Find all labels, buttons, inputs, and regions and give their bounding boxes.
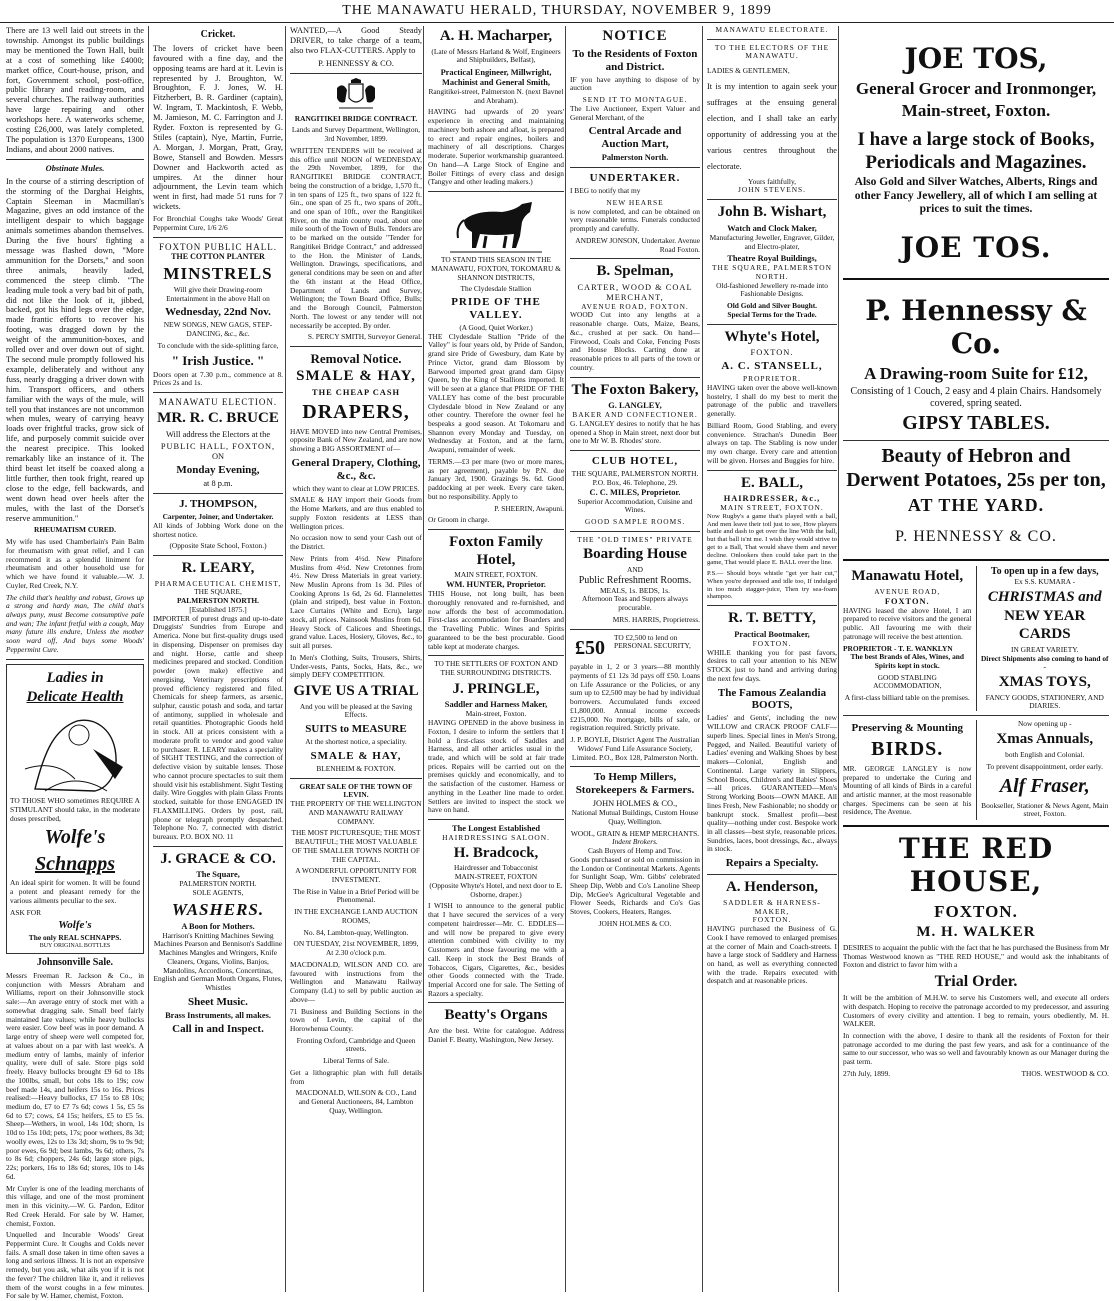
give-trial: GIVE US A TRIAL — [293, 683, 419, 700]
direct-shipments: Direct Shipments also coming to hand of - — [980, 653, 1109, 672]
preserving: Preserving & Mounting — [851, 722, 964, 735]
teas: Afternoon Teas and Suppers always procurable. — [581, 594, 689, 613]
special-terms: Special Terms for the Trade. — [727, 309, 817, 319]
ball-poem: Now Rugby's a game that's played with a ball, And men leave their toil just to see, How players battle and dash to get over the line With the ball, but that ball is'nt me. I wish they would strive to get to a Ball, That would shave them and never decline. Onlookers then could take part in the game, That would place E. BALL over the line. — [707, 512, 837, 567]
old-times: THE "OLD TIMES" PRIVATE — [577, 534, 693, 544]
newspaper-page — [6, 25, 1109, 1301]
fifty-pounds: £50 — [575, 636, 605, 659]
whytes-hotel: Whyte's Hotel, — [724, 328, 820, 345]
bridge-text: WRITTEN TENDERS will be received at this office until NOON of WEDNESDAY, the 29th November, 1899, for the RANGITIKEI BRIDGE CONTRACT, being the construction of a bridge, 1,570 ft., in ten spans of 125 ft., two spans of 122 ft. 6in., one span of 25 ft., two spans of 20ft., and one span of 10ft., over the Rangitikei River, on the main county road, about one mile south of the Town of Bulls. Tenders are to be marked on the outside "Tender for Rangitikei Bridge Contract," and addressed to the Hon. the Minister of Lands, Wellington. Drawings, specifications, and general conditions may be seen on and after the 6th instant at the Head Office, Department of Lands and Survey, Wellington; the Town Board Office, Bulls; and the Borough Council, Palmerston North. The lowest or any tender will not necessarily be accepted. By order. — [290, 145, 422, 330]
leary-palm: PALMERSTON NORTH. — [176, 596, 259, 606]
doors-text: Doors open at 7.30 p.m., commence at 8. Prices 2s and 1s. — [153, 369, 283, 388]
christmas: CHRISTMAS and — [987, 588, 1102, 605]
leary-estab: [Established 1875.] — [189, 604, 247, 614]
live-auctioneer: The Live Auctioneer, Expert Valuer and General Merchant, of the — [570, 103, 700, 122]
and: AND — [626, 565, 643, 575]
zealandia-text: Ladies' and Gents', including the new WILLOW and CRACK PROOF CALF—superb lines. Special lines in Men's Strong, Pegged, and Nailed. Beautiful variety of Ladies' evening and Walking Shoes by best makers—Colonial, English and Continental. Large variety in Slippers, School Boots, Children's and Babies' Shoes—all prices. GUARANTEED—Men's Strong Working Boots—OWN MAKE. All lines Fresh, New Fashionable; no shoddy or bankrupt stock. Smallest profit—best quality—nothing under cost. Bespoke work in all classes—best style, reasonable prices. Sundries, laces, boot dressings, &c., always in stock. — [707, 713, 837, 854]
wanted-name: P. HENNESSY & CO. — [318, 58, 394, 68]
wolfe-text: TO THOSE WHO sometimes REQUIRE A STIMULANT should take, in the moderate doses prescribed, — [10, 796, 140, 823]
masthead: THE MANAWATU HERALD, THURSDAY, NOVEMBER 9, 1899 — [0, 0, 1114, 23]
bronchis-text: For Bronchial Coughs take Woods' Great Peppermint Cure, 1/6 2/6 — [153, 214, 283, 232]
levin-sale: GREAT SALE OF THE TOWN OF LEVIN. — [299, 781, 413, 800]
leary-square: THE SQUARE, — [194, 587, 242, 597]
foxton-family-hotel: Foxton Family Hotel, — [449, 534, 543, 568]
main-street-foxton: Main-street, Foxton. — [901, 101, 1051, 121]
xmas-annuals: Xmas Annuals, — [996, 730, 1094, 747]
beatty-organs: Beatty's Organs — [444, 1007, 548, 1024]
ball-ps: P.S.— Should boys whistle "get yer hair cut," When you're depressed and idle too, If indulged in too much stagger-juice, Then try sea-foam shampoo. — [707, 570, 837, 601]
annuals-ad — [981, 720, 1110, 820]
send-montague: SEND IT TO MONTAGUE. — [582, 95, 688, 105]
beg-notify: I BEG to notify that my — [570, 186, 641, 196]
sheet-music: Sheet Music. — [188, 995, 248, 1008]
blenheim: BLENHEIM & FOXTON. — [316, 763, 396, 773]
grace-sole: SOLE AGENTS, — [192, 888, 244, 898]
sheerin: P. SHEERIN, Awapuni. — [494, 503, 564, 513]
xmas-cards-ad — [981, 566, 1110, 711]
songs: NEW SONGS, NEW GAGS, STEP-DANCING, &c., &c. — [163, 320, 273, 338]
bradcock-street: MAIN-STREET, FOXTON — [454, 872, 538, 882]
sale-heading: Johnsonville Sale. — [36, 957, 114, 969]
old-gold: Old Gold and Silver Bought. — [726, 301, 817, 311]
column-5 — [565, 26, 704, 1292]
dispose: IF you have anything to dispose of by auction — [570, 74, 700, 93]
conclude: To conclude with the side-splitting farce, — [157, 340, 279, 350]
mules-heading: Obstinate Mules. — [45, 163, 105, 173]
english-colonial: both English and Colonial. — [1005, 749, 1085, 759]
wool-grain: WOOL, GRAIN & HEMP MERCHANTS. — [570, 828, 700, 838]
pringle-text: HAVING OPENED in the above business in Foxton, I desire to inform the settlers that I hold a first-class stock of Saddles and Harness, and all other articles usual in the trade, and which will be sold at fair trade prices. Repairs will be carried out on the premises quickly and economically, and to the satisfaction of the customer. Harness or anything in the Leather line made to order. Settlers are invited to inspect the stock we have on hand. — [428, 718, 564, 815]
thompson-sub: Carpenter, Joiner, and Undertaker. — [162, 512, 274, 522]
stansell: A. C. STANSELL, — [721, 360, 823, 373]
ladies-gents: LADIES & GENTLEMEN, — [707, 66, 790, 76]
smale-hay-2: SMALE & HAY, — [310, 749, 402, 762]
washers: WASHERS. — [171, 899, 265, 919]
wanted-text: WANTED,—A Good Steady DRIVER, to take charge of a team, also two FLAX-CUTTERS. Apply to — [290, 26, 422, 55]
bridge-heading: RANGITIKEI BRIDGE CONTRACT. — [294, 113, 418, 123]
tobacconist: Hairdresser and Tobacconist — [454, 863, 538, 873]
hairdresser: HAIRDRESSER, &c., — [723, 494, 821, 504]
national: National Mutual Buildings, Custom House Quay, Wellington. — [571, 808, 699, 826]
wednesday-date: Wednesday, 22nd Nov. — [165, 306, 271, 319]
alf-fraser: Alf Fraser, — [999, 775, 1090, 798]
sale-text: Messrs Freeman R. Jackson & Co., in conjunction with Messrs Abraham and Williams, report on their Johnsonville stock sale:—An average entry of stock met with a somewhat dragging sale. Small beef fairly maintained late values; while heavy bullocks were easier. Cow beef was in poor demand. A large entry of sheep were well competed for, at values about on a par with last week's. A medium entry of lambs, mainly of inferior quality, were dull of sale. Store pigs sold freely. Heavy bullocks brought £9 6d to 18s the 100lbs, small, but cobs 18s to 19s; cow beef made 14s, and heifers 15s to 16s. Prices realised:—Heavy bullocks, £7 15s to £8 10s; medium do, £7 to £7 7s 6d; cows 1 5s, £5 5s 6d to £7; cows, £4 15s; heifers, £5 to £5 5s. Sheep—Wethers, in wool, 14s 10d; shorn, 1s 10d to 15s 10d; pets, 17s; poor wethers, 8s 3d; woolly ewes, 12s to 13s 3d; shorn, 9s to 9s 9d; poor ewes, 6s 9d; best lambs, 9s 6d; others, 7s to 8s 6d; choppers, 24s 6d; large store pigs, 22s; porkers, 16s to 18s 6d; stores, 10s to 14s 6d. — [6, 970, 144, 1181]
lady-illustration — [15, 709, 135, 795]
brass: Brass Instruments, all makes. — [165, 1010, 271, 1020]
watch-maker: Watch and Clock Maker, — [727, 223, 817, 233]
yours: Yours faithfully, — [747, 176, 797, 186]
stand-text: TO STAND THIS SEASON IN THE MANAWATU, FOXTON, TOKOMARU & SHANNON DISTRICTS, — [431, 255, 561, 282]
rh-text-3: In connection with the above, I desire to thank all the residents of Foxton for their patronage accorded to me during the past few years, and ask for a continuance of the same to our successor, who was so well and favourably known as our Manager during the past term. — [843, 1030, 1109, 1067]
rheum-heading: RHEUMATISM CURED. — [34, 525, 116, 535]
po-46: P.O. Box, 46. Telephone, 29. — [592, 477, 678, 487]
palmerston: Palmerston North. — [601, 153, 669, 163]
hearse-text: is now completed, and can be obtained on very reasonable terms. Funerals conducted promptly and carefully. — [570, 206, 700, 234]
pride-valley: PRIDE OF THE VALLEY. — [451, 295, 541, 321]
westwood: THOS. WESTWOOD & CO. — [1021, 1068, 1109, 1078]
irish-justice: " Irish Justice. " — [171, 353, 265, 369]
henderson-foxton: FOXTON. — [752, 915, 792, 925]
birds-ad — [843, 720, 977, 820]
rise: The Rise in Value in a Brief Period will be Phenomenal. — [293, 886, 419, 905]
wolfe-ideal: An ideal spirit for women. It will be found a potent and pleasant remedy for the various ailments peculiar to the sex. — [10, 878, 140, 905]
central-arcade: Central Arcade and Auction Mart, — [588, 125, 682, 151]
wood-text: WOOD Cut into any lengths at a reasonable charge. Oats, Maize, Beans, &c., crushed at per sack. On hand—Firewood, Coals and Coke, Fencing Posts and House Blocks. Carting done at reasonable prices to all parts of the town or country. — [570, 310, 700, 372]
indent: Indent Brokers. — [612, 837, 658, 847]
clear-text: which they want to clear at LOW PRICES. — [292, 483, 420, 493]
hall-heading: FOXTON PUBLIC HALL. — [158, 241, 278, 252]
at-the-yard: AT THE YARD. — [907, 495, 1045, 516]
carter: CARTER, WOOD & COAL MERCHANT, — [577, 282, 693, 302]
superior: Superior Accommodation, Cuisine and Wines. — [577, 496, 693, 515]
leary-name: R. LEARY, — [181, 560, 255, 576]
betty-foxton: FOXTON. — [752, 638, 792, 648]
rh-date: 27th July, 1899. — [843, 1068, 891, 1078]
club-addr: THE SQUARE, PALMERSTON NORTH. — [571, 469, 699, 479]
boarding-house: Boarding House — [583, 546, 687, 563]
bruce-address: Will address the Electors at the — [165, 429, 271, 439]
whytes-foxton: FOXTON. — [750, 348, 794, 358]
harness-maker: SADDLER & HARNESS-MAKER, — [723, 897, 821, 916]
grocer: General Grocer and Ironmonger, — [855, 79, 1097, 99]
bootmaker: Practical Bootmaker, — [734, 629, 810, 639]
terms-text: TERMS.—£3 per mare (two or more mares, as per agreement), payable by P.N. due January 3rd, 1900. Grazings 9s. 6d. Good paddocking at per week. Every care taken, but no responsibility. Apply to — [428, 456, 564, 501]
club-hotel: CLUB HOTEL, — [591, 455, 679, 468]
litho: Get a lithographic plan with full details from — [290, 1067, 422, 1086]
pride-text: THE Clydesdale Stallion "Pride of the Valley" is four years old, by Pride of Sandon, grand sire Pride of Gwesbury, dam Kate by Prince Victor, grand dam Blossom by Barwood imported great grand dam Gipsy Queen, by the King of Stallions imported. It will be seen at a glance that PRIDE OF THE VALLEY has come of the best procurable Clydesdale blood in New Zealand or any other country. Therefore the owner feel he bespeaks a good season. At Tokomaru and Shannon every Monday and Tuesday, on Wednesday at Foxton, and at the farm, Awapuni, remainder of week. — [428, 331, 564, 455]
shortest: At the shortest notice, a speciality. — [305, 737, 407, 747]
fancy-goods: FANCY GOODS, STATIONERY, AND DIARIES. — [985, 692, 1104, 711]
macharper-name: A. H. Macharper, — [439, 28, 553, 44]
books-periodicals: I have a large stock of Books, Periodicals and Magazines. — [857, 129, 1095, 173]
loan-text: payable in 1, 2 or 3 years—88 monthly payments of £1 12s 3d pays off £50. Loans on Life Assurance or the Policies, or any sum up to £2,500 may be had by individual borrowers. Accumulated funds exceed £1,800,000. Annual income exceeds £215,000. No mortgage, bills of sale, or registration required. Strictly private. — [570, 662, 700, 733]
consisting: Consisting of 1 Couch, 2 easy and 4 plain Chairs. Handsomely covered, spring seated. — [850, 385, 1102, 409]
cheap-cash: THE CHEAP CASH — [312, 388, 400, 397]
wanklyn: PROPRIETOR - T. E. WANKLYN — [843, 643, 953, 653]
new-year-cards: NEW YEAR CARDS — [1004, 608, 1086, 643]
hemp-millers: To Hemp Millers, Storekeepers & Farmers. — [575, 771, 695, 797]
mh-billiard: A first-class billiard table on the premises. — [844, 693, 970, 703]
monday-evening: Monday Evening, — [176, 464, 260, 477]
wolfe-name-2: Schnapps — [34, 852, 116, 875]
wolfe-small: Wolfe's — [58, 919, 92, 932]
manawatu-hotel-ad — [843, 566, 977, 711]
henderson-text: HAVING purchased the Business of G. Cook I have removed to enlarged premises at the corner of Main and Coach-streets. I have a large stock of Saddlery and Harness on hand, as well as everything connected with the trade. Repairs executed with despatch and at reasonable prices. — [707, 924, 837, 986]
boyle: J. P. BOYLE, District Agent The Australian Widows' Fund Life Assurance Society, Limited. P.O., Box 128, Palmerston North. — [570, 735, 700, 762]
ales: The best Brands of Ales, Wines, and Spirits kept in stock. — [850, 652, 964, 670]
moved-text: HAVE MOVED into new Central Premises, opposite Bank of New Zealand, and are now showing a BIG ASSORTMENT of— — [290, 426, 422, 453]
column-1 — [6, 26, 147, 1301]
meals: MEALS, 1s. BEDS, 1s. — [599, 585, 671, 595]
red-house: THE RED HOUSE, — [898, 832, 1054, 899]
prices-text: New Prints from 4½d. New Pinafore Muslins from 4½d. New Cretonnes from 4½. New Dress Materials in great variety. New Muslin Aprons from 1s 3d. Piles of Cooking Aprons 1s 6d, 2s 6d. Flannelettes (plain and striped), best value in Foxton. Lace Curtains (White and Ecru), large stock, all prices. Nainsook Muslins from 6d. Heavy Stock of Calicoes and Sheetings, grand value. Laces, Hosiery, Gloves, &c., to suit all purses. — [290, 553, 422, 651]
ask-for: ASK FOR — [10, 907, 42, 917]
lambton: No. 84, Lambton-quay, Wellington. — [303, 927, 409, 937]
poem-text: The child that's healthy and robust, Grows up a strong and hardy man, The child that's always puny, must Become consumptive pale and wan; The infant fretful with a cough, May many future ills endure, Unless the mother soon ward off, And buys some Woods' Peppermint Cure. — [6, 592, 144, 654]
wishart: John B. Wishart, — [717, 204, 827, 221]
leary-sub: PHARMACEUTICAL CHEMIST, — [154, 578, 282, 588]
henderson: A. Henderson, — [725, 879, 819, 896]
intro-text: There are 13 well laid out streets in the township. Amongst its public buildings may be mentioned the Town Hall, built at a cost of something like £4000; market office, Court-house, prison, and fort, Government school, post-office, public library and reading-room, and several churches. The railway authorities have large repairing and other workshops here. A waterworks scheme, costing £26,000, was lately completed. The population is 1370 Europeans, 1300 Indians, and about 2000 natives. — [6, 26, 144, 154]
rh-foxton: FOXTON. — [934, 902, 1018, 922]
suits-measure: SUITS to MEASURE — [305, 723, 407, 736]
column-7 — [838, 26, 1113, 1292]
mw-sig: MACDONALD, WILSON & CO., Land and General Auctioneers, 84, Lambton Quay, Wellington. — [295, 1088, 417, 1115]
on-text: ON — [211, 452, 225, 462]
watches-text: Also Gold and Silver Watches, Alberts, Rings and other Fancy Jewellery, all of which I am selling at prices to suit the times. — [854, 175, 1098, 216]
joe-tos: JOE TOS, — [904, 42, 1048, 75]
baker: BAKER AND CONFECTIONER. — [572, 410, 698, 420]
goods-text: Goods purchased or sold on commission in the London or Continental Markets. Agents for Sunlight Soap, Wm. Gibbs' celebrated Sheep Dip, Webb and Co's Lanoline Sheep Dip, McGee's Agricultural Vegetable and Flower Seeds, Richards and Co's Gas Stoves, Cookers, Heaters, Ranges. — [570, 854, 700, 917]
kumara: Ex S.S. KUMARA - — [1014, 577, 1076, 587]
rh-sig-row — [843, 1070, 1109, 1079]
holmes: JOHN HOLMES & CO., — [592, 799, 678, 809]
cricket-text: The lovers of cricket have been favoured with a fine day, and the opposing teams are hard at it. Levin is represented by J. Broughton, W. Broughton, F. J. Jones, W. H. Fitzherbert, B. R. Gardiner (captain), W. Ingram, T. Mackintosh, F. Webb, M. Jamieson, M. C. Farrington and J. Ryder. Foxton is represented by G. Stiles (captain), Nye, Martin, Furrie, A. Morgan, J. Morgan, Pratt, Gray, Bowe, Stansell and Bowden. Messrs Downer and Hackworth acted as umpires. At the dinner hour adjournment, the Levin team which went in first, had made 51 runs for 7 wickets. — [153, 43, 283, 212]
mules-text: In the course of a stirring description of the storming of the Darghai Heights, Captain Sleeman in Macmillan's Magazine, gives an odd instance of the intelligent despair to which baggage animals sometimes abandon themselves. During the five hours' fighting a message was flashed down, "More ammunition for the Dorsets," and soon three animals, heavily laded, commenced the steep climb. "The leading mule took a very bad bit of path, did not like the look of it, jibbed, backed, got his hind legs over the edge, made frantic efforts to recover his footing, was dragged down by the weight of the ammunition-boxes, and rolled over and over down out of sight. The second mule promptly followed his example, deliberately and without any fuss, nearly dragging a driver down with him. Transport officers, and others familiar with the ways of the mule, will tell you that instances are not uncommon when mules, weary of carrying heavy loads over frightful tracks, grow sick of life, and purposely commit suicide over the nearest precipice. This looked remarkably like an instance of it. The third beast let itself be coaxed along a little further, then took fright, reared up close to the edge, fell backwards, and went down head over heels after the mules, with the last of the Dorset's reserve ammunition." — [6, 176, 144, 523]
mh-avenue: AVENUE ROAD, — [874, 586, 941, 596]
at-8pm: at 8 p.m. — [203, 479, 233, 489]
manufacturing: Manufacturing Jeweller, Engraver, Gilder, and Electro-plater, — [709, 232, 835, 251]
coat-of-arms-icon — [333, 78, 379, 112]
great-variety: IN GREAT VARIETY. — [1011, 644, 1079, 654]
zealandia: The Famous Zealandia BOOTS, — [717, 686, 827, 712]
electorate: MANAWATU ELECTORATE. — [715, 25, 829, 34]
grace-square: The Square, — [196, 870, 240, 880]
drawing-suite: A Drawing-room Suite for £12, — [864, 363, 1088, 383]
rh-text-2: It will be the ambition of M.H.W. to serve his Customers well, and execute all orders with despatch. Hoping to receive the patronage accorded to my predecessor, and assuring Customers of every civility and attention. I beg to remain, yours obediently, M. H. WALKER. — [843, 993, 1109, 1029]
birds: BIRDS. — [871, 738, 944, 761]
mh-foxton: FOXTON. — [884, 596, 930, 606]
betty-text: WHILE thanking you for past favors, desires to call your attention to his NEW STOCK just to hand and arriving during the next few days. — [707, 647, 837, 683]
main-street: MAIN STREET, FOXTON. — [454, 570, 538, 580]
beatty-text: Are the best. Write for catalogue. Address Daniel F. Beatty, Washington, New Jersey. — [428, 1026, 564, 1044]
stevens-name: JOHN STEVENS. — [737, 185, 807, 195]
saving: And you will be pleased at the Saving Effects. — [299, 701, 413, 720]
fronting: Fronting Oxford, Cambridge and Queen streets. — [296, 1035, 416, 1054]
cuyler-text: Mr Cuyler is one of the leading merchants of this village, and one of the most prominent men in this vicinity.—W. G. Pardon, Editor Red Creek Herald. For sale by W. Hamer, chemist, Foxton. — [6, 1183, 144, 1228]
pringle-street: Main-street, Foxton. — [465, 709, 527, 719]
stevens-text: It is my intention to again seek your suffrages at the ensuing general election, and I shall take an early opportunity of addressing you at the various centres throughout the electorate. — [707, 81, 837, 171]
trial-order: Trial Order. — [934, 973, 1018, 991]
birds-text: MR. GEORGE LANGLEY is now prepared to undertake the Curing and Mounting of all kinds of Birds in a careful and artistic manner, at the most reasonable charges. Specimens can be seen at his residence, The Avenue. — [843, 763, 972, 817]
mens-text: In Men's Clothing, Suits, Trousers, Shirts, Under-vests, Pants, Socks, Hats, &c., we simply DEFY COMPETITION. — [290, 652, 422, 680]
wonderful: A WONDERFUL OPPORTUNITY FOR INVESTMENT. — [295, 866, 417, 884]
gipsy-tables: GIPSY TABLES. — [902, 412, 1050, 435]
knitting: Harrison's Knitting Machines Sewing Machines Pearson and Bennison's Saddline Machines Mangles and Wringers, Knife Cleaners, Organs, Violins, Banjos, Mandolins, Accordions, Concertinas, English and German Mouth Organs, Flutes, Whistles — [153, 930, 283, 993]
buy-orig: BUY ORIGINAL BOTTLES — [39, 943, 111, 950]
settlers: TO THE SETTLERS OF FOXTON AND THE SURROUNDING DISTRICTS. — [434, 659, 558, 677]
foxton-bakery: The Foxton Bakery, — [571, 381, 699, 398]
jonson: ANDREW JONSON, Undertaker. Avenue Road Foxton. — [575, 235, 700, 254]
proprietor: PROPRIETOR. — [743, 374, 801, 384]
cash-buyers: Cash Buyers of Hemp and Tow. — [587, 846, 683, 856]
drapers: DRAPERS, — [302, 400, 410, 423]
langley: G. LANGLEY, — [608, 401, 662, 411]
harris: MRS. HARRIS, Proprietress. — [612, 614, 700, 624]
smale-hay: SMALE & HAY, — [296, 368, 416, 385]
macharper-addr: Rangitikei-street, Palmerston N. (next Bavnel and Abraham). — [428, 86, 564, 105]
prevent: To prevent disappointment, order early. — [986, 762, 1103, 772]
thompson-text: All kinds of Jobbing Work done on the shortest notice. — [153, 520, 283, 539]
refresh: Public Refreshment Rooms. — [578, 574, 692, 586]
quiet-worker: (A Good, Quiet Worker.) — [459, 322, 533, 332]
macharper-sub: (Late of Messrs Harland & Wolf, Engineers and Shipbuilders, Belfast), — [431, 46, 561, 65]
thompson-addr: (Opposite State School, Foxton.) — [169, 541, 267, 551]
will-give: Will give their Drawing-room Entertainment in the above Hall on — [166, 284, 270, 303]
public-hall: PUBLIC HALL, FOXTON, — [160, 442, 276, 452]
repairs: Repairs a Specialty. — [725, 857, 819, 870]
property: THE PROPERTY OF THE WELLINGTON AND MANAWATU RAILWAY COMPANY. — [290, 799, 422, 826]
notice-heading: NOTICE — [602, 28, 668, 44]
langley-text: G. LANGLEY desires to notify that he has opened a Shop in Main street, next door but one to Mr W. B. Rhodes' store. — [570, 418, 700, 446]
hunter-proprietor: WM. HUNTER, Proprietor. — [446, 580, 546, 590]
bradcock-opp: (Opposite Whyte's Hotel, and next door to E. Osborne, draper.) — [429, 880, 563, 899]
minstrels-title: MINSTRELS — [163, 263, 273, 283]
macharper-text: HAVING had upwards of 20 years' experience in erecting and maintaining machinery both ashore and afloat, is prepared to erect and repair engines, boilers and machinery of all descriptions. Charges moderate. Superior workmanship guaranteed. On hand—A Large Stock of Engine and Boiler Fittings of every class and design (Tangye and other leading makers.) — [428, 107, 564, 187]
electors: TO THE ELECTORS OF THE MANAWATU. — [714, 42, 830, 61]
wolfe-name-1: Wolfe's — [44, 826, 106, 849]
saddler: Saddler and Harness Maker, — [444, 700, 548, 710]
liberal: Liberal Terms of Sale. — [323, 1056, 389, 1066]
horse-illustration — [446, 196, 546, 254]
thompson-name: J. THOMPSON, — [179, 498, 257, 511]
only-real: The only REAL SCHNAPPS. — [28, 933, 122, 943]
column-4 — [423, 26, 568, 1292]
cotton-planter: THE COTTON PLANTER — [171, 252, 265, 262]
new-hearse: NEW HEARSE — [606, 197, 664, 207]
leary-text: IMPORTER of purest drugs and up-to-date Druggists' Sundries from Europe and America. None but first-quality drugs used in dispensing. Dispenser on premises day and night. Horse, cattle and sheep medicines prepared and stocked. Condition powder (own make) effective and energising. Veterinary prescriptions of proved efficiency registered and filed. Chemicals for sheep farmers, as arsenic, sulphur, caustic potash and soda, and tartar of antimony, supplied in wholesale and retail quantities. Photographic Goods held in stock. All at prices consistent with a moderate profit to vendor and good value to purchaser. R. LEARY makes a speciality of SIGHT TESTING, and the correction of defective vision by suitable lenses. Those who cannot procure spectacles to suit them should visit his establishment. Sight Testing daily. Wire Goggles with plain Glass Fronts stocked, suitable for those ENGAGED IN FLAXMILLING. Orders by post, rail, phone or telegraph promptly despatched. Telephone No. 7, connected with district bureaux. P.O. BOX NO. 11 — [153, 613, 283, 841]
bruce-name: MR. R. C. BRUCE — [157, 409, 279, 426]
mh-text: HAVING leased the above Hotel, I am prepared to receive visitors and the general public. All favouring me with their patronage will receive the best attention. — [843, 605, 972, 641]
bradcock-name: H. Bradcock, — [453, 844, 539, 861]
woods-text: Unquelled and Incurable Woods' Great Peppermint Cure. It Coughs and Colds never fails. A small dose taken in time often saves a long and serious illness. It is not an expensive remedy, but you ask, what ails you if it is not the fever? The children like it, and it relieves them of the worst coughs in a few minutes. For sale by W. Hamer, chemist, Foxton. — [6, 1230, 144, 1301]
removal-notice: Removal Notice. — [310, 350, 402, 366]
manawatu-hotel: Manawatu Hotel, — [851, 568, 964, 585]
miles: C. C. MILES, Proprietor. — [589, 487, 681, 497]
manawatu-xmas-row — [843, 566, 1109, 711]
call-inspect: Call in and Inspect. — [172, 1022, 264, 1035]
ladies-heading-1: Ladies in — [46, 669, 104, 686]
exchange: IN THE EXCHANGE LAND AUCTION ROOMS, — [294, 907, 418, 925]
import-text: SMALE & HAY import their Goods from the Home Markets, and are thus enabled to supply Foxton residents at LESS than Wellington prices. — [290, 495, 422, 531]
open-up: To open up in a few days, — [990, 566, 1099, 578]
tuesday: ON TUESDAY, 21st NOVEMBER, 1899, At 2.30 o'clock p.m. — [293, 939, 419, 958]
hebron-potatoes: Beauty of Hebron and Derwent Potatoes, 25s per ton, — [846, 444, 1106, 491]
sample-rooms: GOOD SAMPLE ROOMS. — [584, 516, 686, 526]
xmas-toys: XMAS TOYS, — [998, 674, 1091, 691]
whyte-text: HAVING taken over the above well-known hostelry, I shall do my best to merit the patronage of the public and travellers generally. — [707, 382, 837, 419]
bookseller: Bookseller, Stationer & News Agent, Main street, Foxton. — [981, 800, 1109, 819]
undertaker-heading: UNDERTAKER. — [589, 172, 681, 185]
spelman: B. Spelman, — [596, 263, 674, 280]
ladies-heading-2: Delicate Health — [26, 689, 124, 706]
loan-header — [570, 634, 700, 664]
bridge-sig: S. PERCY SMITH, Surveyor General. — [307, 332, 422, 342]
bradcock-text: I WISH to announce to the general public that I have secured the services of a very competent hairdresser—Mr. C. EDDLES—and will now be prepared to give every attention combined with civility to my Customers and those favouring me with a call. Keep in stock the Best Brands of Tobaccos, Cigars, Cigarettes, &c., besides other Goods connected with the Trade. Imperial Accord one for sale. The Setting of Razors a specialty. — [428, 901, 564, 998]
joe-tos-2: JOE TOS. — [900, 230, 1052, 264]
birds-annuals-row — [843, 720, 1109, 820]
saloon: HAIRDRESSING SALOON. — [442, 833, 550, 843]
betty-name: R. T. BETTY, — [728, 610, 816, 627]
election-heading: MANAWATU ELECTION. — [158, 397, 278, 408]
to-2500: TO £2,500 to lend on PERSONAL SECURITY, — [614, 632, 691, 651]
practical-engineer: Practical Engineer, Millwright, Machinist and General Smith, — [440, 68, 552, 88]
pringle-name: J. PRINGLE, — [452, 680, 540, 697]
holmes-sig: JOHN HOLMES & CO. — [598, 918, 672, 928]
cricket-heading: Cricket. — [200, 29, 236, 40]
hennessy-name: P. Hennessy & Co. — [865, 293, 1087, 360]
ball-name: E. BALL, — [740, 474, 804, 491]
billiard-text: Billiard Room, Good Stabling, and every convenience. Strachan's Dunedin Beer always on tap. The Stabling is now under my own charge. Every care and attention will be given. Horses and Buggies for hire. — [707, 420, 837, 465]
hennessy-sig: P. HENNESSY & CO. — [895, 528, 1057, 546]
avenue-road: AVENUE ROAD, FOXTON. — [581, 301, 689, 311]
no-occasion: No occasion now to send your Cash out of the District. — [290, 533, 422, 552]
stabling: GOOD STABLING ACCOMMODATION, — [873, 672, 942, 691]
theatre: Theatre Royal Buildings, — [727, 254, 817, 264]
residents: To the Residents of Foxton and District. — [572, 47, 698, 73]
clydesdale: The Clydesdale Stallion — [460, 284, 532, 294]
old-fashioned: Old-fashioned Jewellery re-made into Fashionable Designs. — [716, 280, 828, 299]
column-2 — [148, 26, 287, 1292]
column-3 — [285, 26, 426, 1292]
rh-text: DESIRES to acquaint the public with the fact that he has purchased the Business from Mr Thomas Westwood known as "THE RED HOUSE," and would ask the inhabitants of Foxton and district to favor him with a — [843, 942, 1109, 970]
grace-palm: PALMERSTON NORTH. — [179, 879, 257, 889]
picturesque: THE MOST PICTURESQUE; THE MOST BEAUTIFUL; THE MOST VALUABLE OF THE SMALLER TOWNS NORTH OF THE CAPITAL. — [291, 828, 421, 864]
now-opening: Now opening up - — [1017, 719, 1072, 729]
ball-street: MAIN STREET, FOXTON. — [720, 503, 824, 513]
general-drapery: General Drapery, Clothing, &c., &c. — [291, 456, 421, 482]
sections: 71 Business and Building Sections in the town of Levin, the capital of the Horowhenua County. — [290, 1006, 422, 1033]
longest: The Longest Established — [452, 824, 540, 834]
wishart-square: THE SQUARE, PALMERSTON NORTH. — [712, 263, 832, 281]
groom: Or Groom in charge. — [428, 515, 490, 525]
column-6 — [702, 26, 841, 1292]
wolfe-ad — [6, 664, 144, 954]
boon: A Boon for Mothers. — [181, 921, 255, 931]
macdonald: MACDONALD, WILSON AND CO. are favoured with instructions from the Wellington and Manawatu Railway Company (Ld.) to sell by public auction as above— — [290, 959, 422, 1004]
grace-name: J. GRACE & CO. — [160, 850, 276, 867]
bridge-dept: Lands and Survey Department, Wellington, 3rd November, 1899. — [291, 125, 421, 144]
rheum-text: My wife has used Chamberlain's Pain Balm for rheumatism with great relief, and I can recommend it as a splendid liniment for rheumatism and other household use for which we have found it valuable.—W. J. Cuyler, Red Creek, N.Y. — [6, 537, 144, 590]
hunter-text: THIS House, not long built, has been thoroughly renovated and re-furnished, and now affords the best of accommodation. First-class accommodation for Boarders and the Travelling Public. Wines and Spirits guaranteed to be the best procurable. Good table kept at moderate charges. — [428, 589, 564, 651]
walker: M. H. WALKER — [916, 924, 1036, 941]
